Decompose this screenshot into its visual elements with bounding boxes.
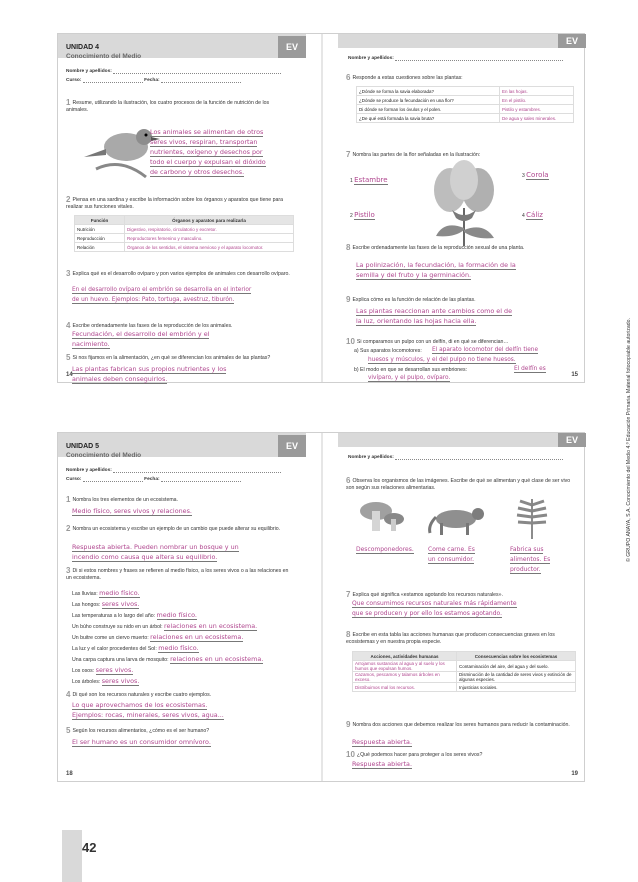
- human-actions-table: Acciones, actividades humanas Consecuencias sobre los ecosistemas Arrojamos sustancias al agua y al suelo y los humos que expulsan humos. Contaminación del aire, del agua y del suelo. Cazamos, pescamos y talamos árboles en exceso. Disminución de la cantidad de seres vivos y extinción de algunas especies. Distribuimos mal los recursos. Injusticias sociales.: [352, 651, 576, 692]
- answer-5: El ser humano es un consumidor omnívoro.: [72, 738, 211, 746]
- question-6: 6 Observa los organismos de las imágenes. Escribe de qué se alimentan y qué clase de ser vivo son según sus relaciones alimentarias.: [346, 476, 571, 491]
- question-4: 4 Di qué son los recursos naturales y escribe cuatro ejemplos.: [66, 690, 212, 699]
- wildcat-illustration: [426, 499, 486, 539]
- answer-10b-cont: vivíparo, y el pulpo, ovíparo.: [368, 375, 451, 381]
- question-10: 10 ¿Qué podemos hacer para proteger a los seres vivos?: [346, 750, 483, 759]
- ecosystem-list: Las lluvias: medio físico. Las hongos: seres vivos. Las temperaturas a lo largo del año: medio físico. Un búho construye su nido en un árbol: relaciones en un ecosistema. Un buitre come un ciervo muerto: relaciones en un ecosistema. La luz y el calor procedentes del Sol: medio físico. Una carpa captura una larva de mosquito: relaciones en un ecosistema. Los osos: seres vivos. Los árboles: seres vivos.: [72, 589, 264, 685]
- answer-6-mushroom: Descomponedores.: [356, 546, 414, 553]
- col-actions: Acciones, actividades humanas: [353, 652, 457, 661]
- mushroom-illustration: [356, 497, 406, 537]
- header-bar: [338, 34, 586, 48]
- top-spread: [57, 33, 585, 383]
- answer-9: Respuesta abierta.: [352, 738, 412, 746]
- name-field[interactable]: Nombre y apellidos:: [348, 455, 563, 460]
- ev-badge: EV: [278, 36, 306, 58]
- question-2: 2 Nombra un ecosistema y escribe un ejemplo de un cambio que puede alterar su equilibrio.: [66, 524, 281, 533]
- question-5: 5 Si nos fijamos en la alimentación, ¿en qué se diferencian los animales de las plantas?: [66, 353, 271, 362]
- question-1: 1 Resume, utilizando la ilustración, los cuatro procesos de la función de nutrición de los animales.: [66, 98, 270, 113]
- page-18: [58, 433, 322, 781]
- name-field[interactable]: Nombre y apellidos:: [348, 56, 563, 61]
- name-field[interactable]: Nombre y apellidos:: [66, 468, 281, 473]
- name-field[interactable]: Nombre y apellidos:: [66, 69, 281, 74]
- page-number-14: 14: [66, 372, 73, 378]
- col-consequences: Consecuencias sobre los ecosistemas: [457, 652, 576, 661]
- page-number-19: 19: [571, 771, 578, 777]
- ev-badge: EV: [558, 34, 586, 48]
- answer-6-cat: Come carne. Es un consumidor.: [428, 546, 475, 563]
- unit-subject: Conocimiento del Medio: [66, 53, 142, 60]
- unit-title: UNIDAD 5: [66, 443, 100, 450]
- col-funcion: Función: [75, 216, 125, 225]
- question-6: 6 Responde a estas cuestiones sobre las plantas:: [346, 73, 463, 82]
- question-9: 9 Nombra dos acciones que debemos realizar los seres humanos para reducir la contaminación.: [346, 720, 570, 729]
- question-4: 4 Escribe ordenadamente las fases de la reproducción de los animales.: [66, 321, 233, 330]
- question-3: 3 Di si estos nombres y frases se refieren al medio físico, a los seres vivos o a las relaciones en un ecosistema.: [66, 566, 289, 581]
- question-8: 8 Escribe en esta tabla las acciones humanas que producen consecuencias graves en los ecosistemas y en nuestra propia especie.: [346, 630, 555, 645]
- page-19: [322, 433, 586, 781]
- copyright-side-text: © GRUPO ANAYA, S.A. Conocimiento del Medio 4.º Educación Primaria. Material fotocopiable autorizado.: [626, 318, 632, 562]
- answer-4: Lo que aprovechamos de los ecosistemas. Ejemplos: rocas, minerales, seres vivos, agua...: [72, 701, 224, 719]
- ev-badge: EV: [558, 433, 586, 447]
- flower-label-1: 1 Estambre: [350, 176, 388, 184]
- header-bar: [338, 433, 586, 447]
- flower-illustration: [414, 158, 514, 248]
- answer-8: La polinización, la fecundación, la formación de la semilla y del fruto y la germinación.: [356, 261, 516, 279]
- answer-10a: El aparato locomotor del delfín tiene: [432, 347, 539, 353]
- answer-9: Las plantas reaccionan ante cambios como el de la luz, orientando las hojas hacia ella.: [356, 307, 513, 325]
- flower-label-3: 3 Corola: [522, 171, 549, 179]
- question-3: 3 Explica qué es el desarrollo ovíparo y pon varios ejemplos de animales con desarrollo ovíparo.: [66, 269, 290, 278]
- page-number-18: 18: [66, 771, 73, 777]
- page-number: 42: [82, 840, 97, 855]
- answer-6-fern: Fabrica sus alimentos. Es productor.: [510, 546, 551, 573]
- answer-1: Los animales se alimentan de otros seres vivos, respiran, transportan nutrientes, oxígeno y desechos por todo el cuerpo y expulsan el dióxido de carbono y otros desechos.: [150, 128, 266, 176]
- answer-10: Respuesta abierta.: [352, 760, 412, 768]
- answer-4: Fecundación, el desarrollo del embrión y el nacimiento.: [72, 330, 210, 348]
- answer-5: Las plantas fabrican sus propios nutrientes y los animales deben conseguirlos.: [72, 365, 227, 383]
- question-10: 10 Si comparamos un pulpo con un delfín, di en qué se diferencian…: [346, 337, 509, 346]
- ev-badge: EV: [278, 435, 306, 457]
- unit-title: UNIDAD 4: [66, 44, 100, 51]
- question-7: 7 Explica qué significa «estamos agotando los recursos naturales».: [346, 590, 503, 599]
- answer-2: Respuesta abierta. Pueden nombrar un bosque y un incendio como causa que altera su equilibrio.: [72, 543, 239, 561]
- answer-10a-cont: huesos y músculos, y el del pulpo no tiene huesos.: [368, 357, 516, 363]
- page-15: [322, 34, 586, 382]
- question-1: 1 Nombra los tres elementos de un ecosistema.: [66, 495, 178, 504]
- course-date-field[interactable]: Curso: Fecha:: [66, 78, 241, 83]
- page-tab: [62, 830, 82, 882]
- question-8: 8 Escribe ordenadamente las fases de la reproducción sexual de una planta.: [346, 243, 525, 252]
- course-date-field[interactable]: Curso: Fecha:: [66, 477, 241, 482]
- flower-label-4: 4 Cáliz: [522, 211, 543, 219]
- col-organos: Órganos y aparatos para realizarla: [125, 216, 294, 225]
- question-10b: b) El modo en que se desarrollan sus embriones:: [354, 367, 468, 373]
- answer-3: En el desarrollo ovíparo el embrión se desarrolla en el interior de un huevo. Ejemplos: Pato, tortuga, avestruz, tiburón.: [72, 287, 252, 303]
- flower-label-2: 2 Pistilo: [350, 211, 375, 219]
- answer-1: Medio físico, seres vivos y relaciones.: [72, 507, 192, 515]
- page-14: [58, 34, 322, 382]
- page-number-15: 15: [571, 372, 578, 378]
- sardine-table: Función Órganos y aparatos para realizarla Nutrición Digestivo, respiratorio, circulatorio y excretor. Reproducción Reproductores femenino y masculino. Relación Órganos de los sentidos, el sistema nervioso y el aparato locomotor.: [74, 215, 294, 252]
- question-9: 9 Explica cómo es la función de relación de las plantas.: [346, 295, 476, 304]
- question-2: 2 Piensa en una sardina y escribe la información sobre los órganos y aparatos que tiene para realizar sus funciones vitales.: [66, 195, 283, 210]
- answer-10b: El delfín es: [514, 366, 546, 372]
- question-10a: a) Sus aparatos locomotores:: [354, 348, 422, 354]
- question-7: 7 Nombra las partes de la flor señaladas en la ilustración:: [346, 150, 481, 159]
- bottom-spread: [57, 432, 585, 782]
- question-5: 5 Según los recursos alimentarios, ¿cómo es el ser humano?: [66, 726, 210, 735]
- answer-7: Que consumimos recursos naturales más rápidamente que se producen y por ello los estamos agotando.: [352, 600, 517, 617]
- unit-subject: Conocimiento del Medio: [66, 452, 142, 459]
- fern-illustration: [512, 495, 552, 540]
- plants-table: ¿Dónde se forma la savia elaborada? En las hojas. ¿Dónde se produce la fecundación en una flor? En el pistilo. Di dónde se forman los óvulos y el polen. Pistilo y estambres. ¿De qué está formada la savia bruta? De agua y sales minerales.: [356, 86, 574, 123]
